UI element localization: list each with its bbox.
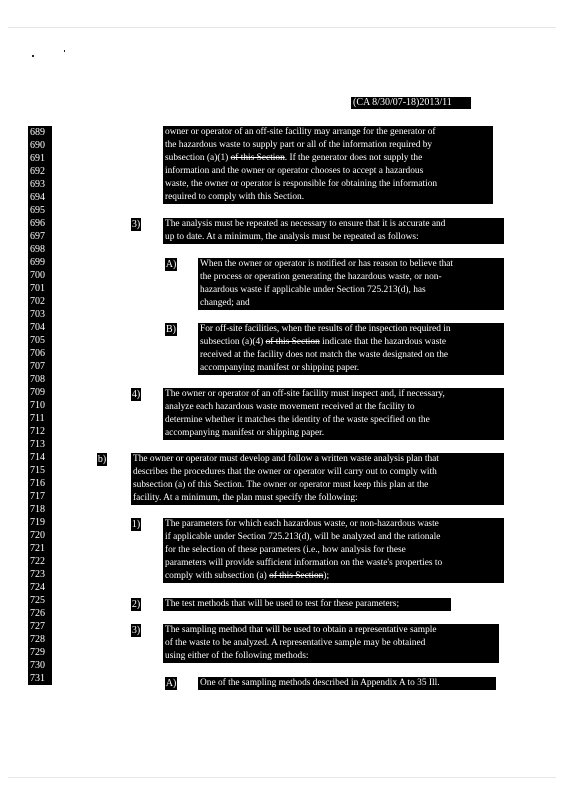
line-number: 708 <box>28 373 52 386</box>
text-fragment: ); <box>323 571 330 581</box>
text-fragment: subsection (a)(1) <box>165 153 231 163</box>
line-number: 718 <box>28 503 52 516</box>
subsection-label: 1) <box>131 519 141 530</box>
text-line: the hazardous waste to supply part or all of the information required by <box>165 140 433 150</box>
subsection-label: 3) <box>131 625 141 636</box>
text-line <box>165 570 502 583</box>
line-number: 724 <box>28 581 52 594</box>
text-line: if applicable under Section 725.213(d), will be analyzed and the rationale <box>165 532 441 542</box>
line-number: 706 <box>28 347 52 360</box>
line-number: 705 <box>28 334 52 347</box>
text-fragment: comply with subsection (a) <box>165 571 270 581</box>
line-number: 689 <box>28 126 52 139</box>
text-line: determine whether it matches the identity of the waste specified on the <box>165 415 430 425</box>
scan-speck <box>32 55 34 57</box>
subsection-paragraph <box>198 677 496 690</box>
line-number: 722 <box>28 555 52 568</box>
line-number: 707 <box>28 360 52 373</box>
text-line: required to comply with this Section. <box>165 192 305 202</box>
text-line: When the owner or operator is notified or has reason to believe that <box>200 259 454 269</box>
line-number: 721 <box>28 542 52 555</box>
text-line: The analysis must be repeated as necessary to ensure that it is accurate and <box>165 219 446 229</box>
line-number: 694 <box>28 191 52 204</box>
line-number: 693 <box>28 178 52 191</box>
subsection-label: A) <box>165 678 177 689</box>
line-number: 713 <box>28 438 52 451</box>
text-line: For off-site facilities, when the results of the inspection required in <box>200 324 451 334</box>
text-line: The owner or operator of an off-site facility must inspect and, if necessary, <box>165 389 445 399</box>
line-number: 690 <box>28 139 52 152</box>
text-line: accompanying manifest or shipping paper. <box>200 363 360 373</box>
text-line: information and the owner or operator chooses to accept a hazardous <box>165 166 424 176</box>
subsection-paragraph <box>198 258 504 310</box>
subsection-label: 2) <box>131 599 141 610</box>
text-line: parameters will provide sufficient information on the waste's properties to <box>165 558 443 568</box>
line-number: 703 <box>28 308 52 321</box>
line-number: 729 <box>28 646 52 659</box>
text-line: for the selection of these parameters (i.e., how analysis for these <box>165 545 406 555</box>
text-line: hazardous waste if applicable under Section 725.213(d), has <box>200 285 426 295</box>
text-line: up to date. At a minimum, the analysis must be repeated as follows: <box>165 232 419 242</box>
subsection-label: 4) <box>131 389 141 400</box>
line-number: 712 <box>28 425 52 438</box>
text-line <box>200 336 502 349</box>
line-number: 696 <box>28 217 52 230</box>
text-line: The sampling method that will be used to obtain a representative sample <box>165 625 437 635</box>
subsection-paragraph <box>198 323 504 375</box>
text-line: facility. At a minimum, the plan must specify the following: <box>133 493 358 503</box>
subsection-paragraph <box>163 518 504 583</box>
text-line: The test methods that will be used to test for these parameters; <box>165 599 400 609</box>
line-number: 704 <box>28 321 52 334</box>
text-line: received at the facility does not match the waste designated on the <box>200 350 449 360</box>
subsection-label: B) <box>166 324 176 335</box>
subsection-label: A) <box>165 259 177 270</box>
line-number: 730 <box>28 659 52 672</box>
text-fragment: indicate that the hazardous waste <box>319 337 447 347</box>
struck-text: of this Section <box>265 337 320 347</box>
line-number: 699 <box>28 256 52 269</box>
line-number: 727 <box>28 620 52 633</box>
line-number: 691 <box>28 152 52 165</box>
subsection-paragraph <box>131 453 504 505</box>
paragraph-continuation <box>163 126 493 204</box>
line-number: 701 <box>28 282 52 295</box>
text-line: accompanying manifest or shipping paper. <box>165 428 325 438</box>
line-number: 717 <box>28 490 52 503</box>
line-number: 711 <box>28 412 52 425</box>
line-number: 719 <box>28 516 52 529</box>
struck-text: of this Section <box>230 153 285 163</box>
line-number: 723 <box>28 568 52 581</box>
struck-text: of this Section <box>269 571 324 581</box>
line-number: 710 <box>28 399 52 412</box>
text-line: of the waste to be analyzed. A representative sample may be obtained <box>165 638 426 648</box>
text-line: owner or operator of an off-site facility may arrange for the generator of <box>165 127 436 137</box>
line-number: 698 <box>28 243 52 256</box>
text-line: subsection (a) of this Section. The owner or operator must keep this plan at the <box>133 480 429 490</box>
line-number: 728 <box>28 633 52 646</box>
text-line: The owner or operator must develop and follow a written waste analysis plan that <box>133 454 439 464</box>
line-number: 716 <box>28 477 52 490</box>
text-fragment: subsection (a)(4) <box>200 337 266 347</box>
line-number: 697 <box>28 230 52 243</box>
line-number: 692 <box>28 165 52 178</box>
line-number: 714 <box>28 451 52 464</box>
text-line: The parameters for which each hazardous waste, or non-hazardous waste <box>165 519 439 529</box>
subsection-paragraph <box>163 218 504 244</box>
line-number: 702 <box>28 295 52 308</box>
text-line: One of the sampling methods described in Appendix A to 35 Ill. <box>200 678 440 688</box>
line-number: 720 <box>28 529 52 542</box>
text-fragment: . If the generator does not supply the <box>284 153 423 163</box>
top-page-edge <box>8 27 556 28</box>
line-number: 726 <box>28 607 52 620</box>
line-number: 715 <box>28 464 52 477</box>
bottom-page-edge <box>8 777 556 778</box>
line-number: 695 <box>28 204 52 217</box>
line-number: 709 <box>28 386 52 399</box>
subsection-paragraph <box>163 388 504 440</box>
line-number: 700 <box>28 269 52 282</box>
text-line <box>165 152 491 165</box>
text-line: waste, the owner or operator is responsible for obtaining the information <box>165 179 438 189</box>
subsection-paragraph <box>163 624 499 663</box>
subsection-label: 3) <box>131 219 141 230</box>
text-line: using either of the following methods: <box>165 651 309 661</box>
line-number: 731 <box>28 672 52 685</box>
subsection-paragraph <box>163 598 451 611</box>
subsection-label: b) <box>97 454 107 465</box>
document-header-code: (CA 8/30/07-18)2013/11 <box>351 97 471 109</box>
text-line: analyze each hazardous waste movement received at the facility to <box>165 402 415 412</box>
text-line: changed; and <box>200 298 250 308</box>
scan-speck <box>64 50 65 52</box>
line-number: 725 <box>28 594 52 607</box>
text-line: describes the procedures that the owner or operator will carry out to comply with <box>133 467 437 477</box>
text-line: the process or operation generating the hazardous waste, or non- <box>200 272 442 282</box>
